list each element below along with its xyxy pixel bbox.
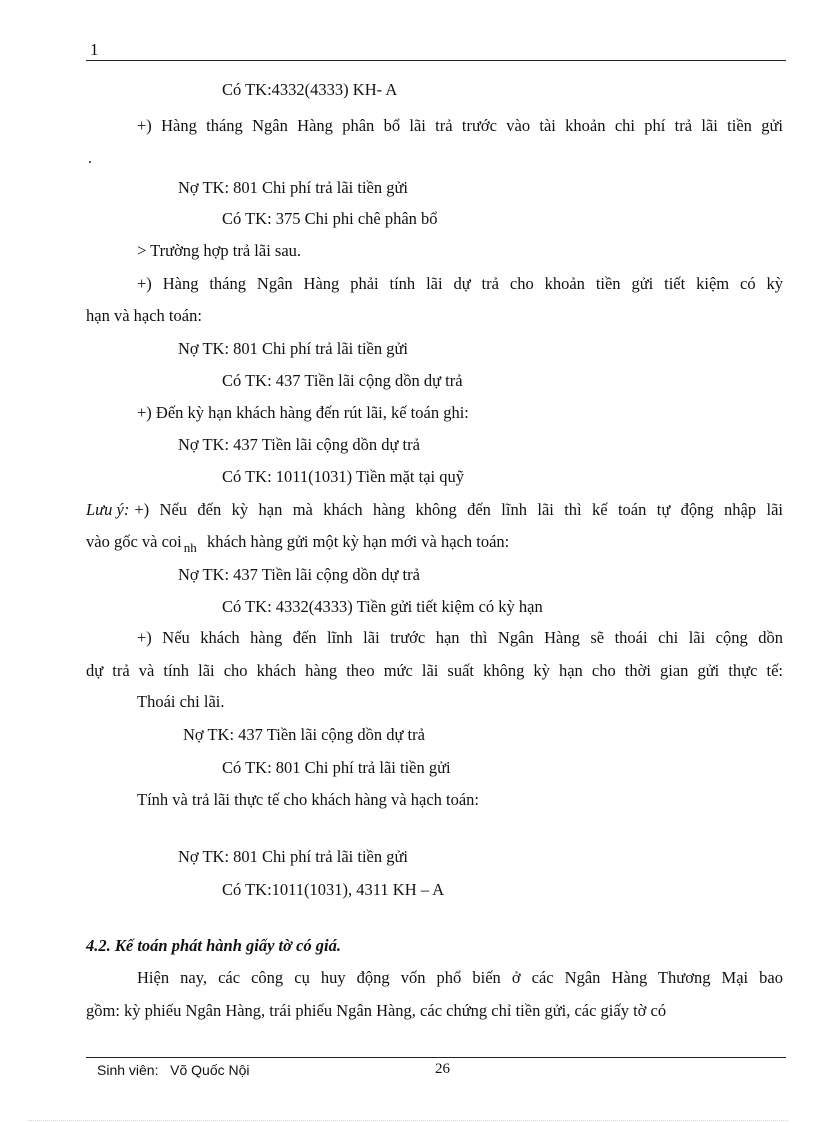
text-line: Nợ TK: 437 Tiền lãi cộng dồn dự trả <box>178 435 420 454</box>
bottom-dotted-rule <box>28 1120 788 1121</box>
text-line: gồm: kỳ phiếu Ngân Hàng, trái phiếu Ngân Hàng, các chứng chỉ tiền gửi, các giấy tờ có <box>86 1001 667 1020</box>
text-segment: vào gốc và coi <box>86 532 182 551</box>
text-line: Nợ TK: 801 Chi phí trả lãi tiền gửi <box>178 178 409 197</box>
text-line: +) Hàng tháng Ngân Hàng phải tính lãi dự trả cho khoản tiền gửi tiết kiệm có kỳ <box>137 274 783 293</box>
footer-page-number: 26 <box>435 1061 450 1077</box>
note-text: +) Nếu đến kỳ hạn mà khách hàng không đến lĩnh lãi thì kế toán tự động nhập lãi <box>134 500 783 519</box>
text-line: Có TK: 375 Chi phi chê phân bổ <box>222 209 438 228</box>
text-line: Tính và trả lãi thực tế cho khách hàng và hạch toán: <box>137 790 480 809</box>
text-line: Nợ TK: 801 Chi phí trả lãi tiền gửi <box>178 339 409 358</box>
text-line: Có TK: 4332(4333) Tiền gửi tiết kiệm có kỳ hạn <box>222 597 543 616</box>
text-line: Có TK: 1011(1031) Tiền mặt tại quỹ <box>222 467 465 486</box>
text-line: Thoái chi lãi. <box>137 692 225 711</box>
section-heading: 4.2. Kế toán phát hành giấy tờ có giá. <box>86 936 342 955</box>
text-line: hạn và hạch toán: <box>86 306 202 325</box>
page-number-header: 1 <box>90 40 99 59</box>
footer-rule <box>86 1057 786 1058</box>
note-label: Lưu ý: <box>86 500 130 519</box>
text-line: +) Nếu khách hàng đến lĩnh lãi trước hạn thì Ngân Hàng sẽ thoái chi lãi cộng dồn <box>137 628 783 647</box>
text-line: Có TK: 801 Chi phí trả lãi tiền gửi <box>222 758 451 777</box>
stray-subscript: nh <box>183 540 197 555</box>
footer-student <box>97 1062 250 1078</box>
footer-student-name: Võ Quốc Nội <box>170 1062 250 1078</box>
note-line <box>86 500 783 520</box>
text-line: Có TK:1011(1031), 4311 KH – A <box>222 880 445 899</box>
text-segment: khách hàng gửi một kỳ hạn mới và hạch toán: <box>207 532 510 551</box>
text-line: Có TK:4332(4333) KH- A <box>222 80 398 99</box>
text-line <box>86 532 509 553</box>
footer-student-label: Sinh viên: <box>97 1062 159 1078</box>
text-line: Hiện nay, các công cụ huy động vốn phổ biến ở các Ngân Hàng Thương Mại bao <box>137 968 783 987</box>
text-line: . <box>88 150 92 167</box>
text-line: Nợ TK: 437 Tiền lãi cộng dồn dự trả <box>183 725 425 744</box>
text-line: +) Hàng tháng Ngân Hàng phân bổ lãi trả trước vào tài khoản chi phí trả lãi tiền gửi <box>137 116 783 135</box>
header-rule <box>86 60 786 61</box>
text-line: > Trường hợp trả lãi sau. <box>137 241 302 260</box>
text-line: dự trả và tính lãi cho khách hàng theo mức lãi suất không kỳ hạn cho thời gian gửi thực tế: <box>86 661 783 680</box>
text-line: +) Đến kỳ hạn khách hàng đến rút lãi, kế toán ghi: <box>137 403 469 422</box>
text-line: Nợ TK: 801 Chi phí trả lãi tiền gửi <box>178 847 409 866</box>
text-line: Nợ TK: 437 Tiền lãi cộng dồn dự trả <box>178 565 420 584</box>
text-line: Có TK: 437 Tiền lãi cộng dồn dự trả <box>222 371 463 390</box>
